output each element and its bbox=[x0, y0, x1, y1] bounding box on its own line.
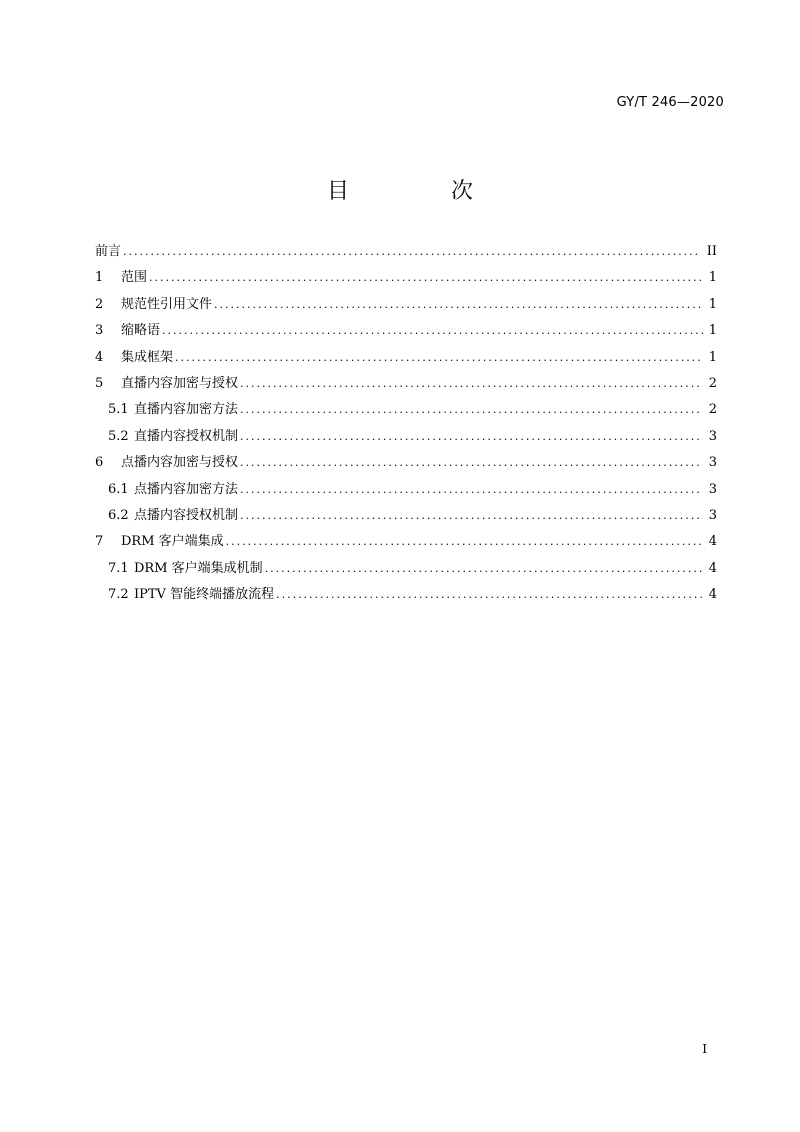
dot-leader bbox=[240, 509, 703, 522]
toc-entry-label: 缩略语 bbox=[121, 323, 161, 339]
toc-entry-5-1[interactable] bbox=[95, 398, 717, 424]
toc-entry-label: 直播内容加密与授权 bbox=[121, 375, 239, 391]
standard-code: GY/T 246—2020 bbox=[616, 95, 724, 110]
toc-entry-page: 4 bbox=[708, 587, 717, 603]
toc-entry-7-2[interactable] bbox=[95, 583, 717, 609]
dot-leader bbox=[240, 483, 703, 496]
toc-entry-5[interactable] bbox=[95, 372, 717, 398]
toc-entry-label: 直播内容加密方法 bbox=[134, 402, 239, 418]
dot-leader bbox=[226, 535, 703, 548]
dot-leader bbox=[240, 403, 703, 416]
toc-entry-label: 规范性引用文件 bbox=[121, 296, 213, 312]
toc-entry-number: 7.2 bbox=[108, 587, 129, 603]
toc-entry-7[interactable] bbox=[95, 530, 717, 556]
toc-entry-5-2[interactable] bbox=[95, 425, 717, 451]
toc-entry-3[interactable] bbox=[95, 319, 717, 345]
toc-entry-page: 1 bbox=[708, 349, 717, 365]
toc-entry-6-1[interactable] bbox=[95, 478, 717, 504]
toc-entry-number: 5.1 bbox=[108, 402, 129, 418]
toc-entry-page: 4 bbox=[708, 560, 717, 576]
dot-leader bbox=[162, 324, 703, 337]
toc-entry-page: II bbox=[706, 244, 717, 259]
toc-entry-page: 3 bbox=[708, 507, 717, 523]
toc-entry-label: 点播内容加密方法 bbox=[134, 481, 239, 497]
toc-entry-7-1[interactable] bbox=[95, 557, 717, 583]
toc-entry-number: 1 bbox=[95, 270, 104, 286]
toc-entry-label: 点播内容加密与授权 bbox=[121, 455, 239, 471]
toc-entry-number: 2 bbox=[95, 296, 104, 312]
dot-leader bbox=[240, 456, 703, 469]
toc-entry-page: 1 bbox=[708, 323, 717, 339]
toc-entry-number: 6 bbox=[95, 455, 104, 471]
toc-entry-label: 范围 bbox=[121, 270, 148, 286]
dot-leader bbox=[265, 562, 703, 575]
dot-leader bbox=[240, 377, 703, 390]
dot-leader bbox=[276, 588, 703, 601]
toc-entry-2[interactable] bbox=[95, 293, 717, 319]
dot-leader bbox=[123, 245, 701, 258]
toc-entry-page: 3 bbox=[708, 455, 717, 471]
toc-entry-page: 3 bbox=[708, 481, 717, 497]
toc-entry-label: 前言 bbox=[95, 244, 122, 259]
page-number: I bbox=[702, 1042, 707, 1056]
toc-entry-page: 4 bbox=[708, 534, 717, 550]
toc-entry-1[interactable] bbox=[95, 266, 717, 292]
toc-entry-label: IPTV 智能终端播放流程 bbox=[134, 587, 275, 603]
toc-entry-page: 3 bbox=[708, 428, 717, 444]
toc-entry-number: 6.1 bbox=[108, 481, 129, 497]
toc-entry-number: 6.2 bbox=[108, 507, 129, 523]
toc-entry-number: 5.2 bbox=[108, 428, 129, 444]
toc-entry-page: 2 bbox=[708, 375, 717, 391]
dot-leader bbox=[240, 430, 703, 443]
toc-entry-foreword[interactable] bbox=[95, 240, 717, 266]
toc-entry-label: 直播内容授权机制 bbox=[134, 428, 239, 444]
dot-leader bbox=[175, 351, 703, 364]
toc-entry-number: 7.1 bbox=[108, 560, 129, 576]
dot-leader bbox=[149, 271, 703, 284]
toc-entry-label: DRM 客户端集成机制 bbox=[134, 560, 263, 576]
toc-entry-label: 集成框架 bbox=[121, 349, 174, 365]
toc-entry-page: 2 bbox=[708, 402, 717, 418]
toc-entry-4[interactable] bbox=[95, 346, 717, 372]
page-title: 目 次 bbox=[326, 179, 513, 204]
toc-entry-6-2[interactable] bbox=[95, 504, 717, 530]
toc-entry-page: 1 bbox=[708, 270, 717, 286]
toc-entry-number: 3 bbox=[95, 323, 104, 339]
dot-leader bbox=[214, 298, 703, 311]
table-of-contents bbox=[95, 240, 717, 609]
toc-entry-number: 7 bbox=[95, 534, 104, 550]
toc-entry-6[interactable] bbox=[95, 451, 717, 477]
toc-entry-label: 点播内容授权机制 bbox=[134, 507, 239, 523]
toc-entry-number: 4 bbox=[95, 349, 104, 365]
toc-entry-label: DRM 客户端集成 bbox=[121, 534, 224, 550]
toc-entry-number: 5 bbox=[95, 375, 104, 391]
toc-entry-page: 1 bbox=[708, 296, 717, 312]
